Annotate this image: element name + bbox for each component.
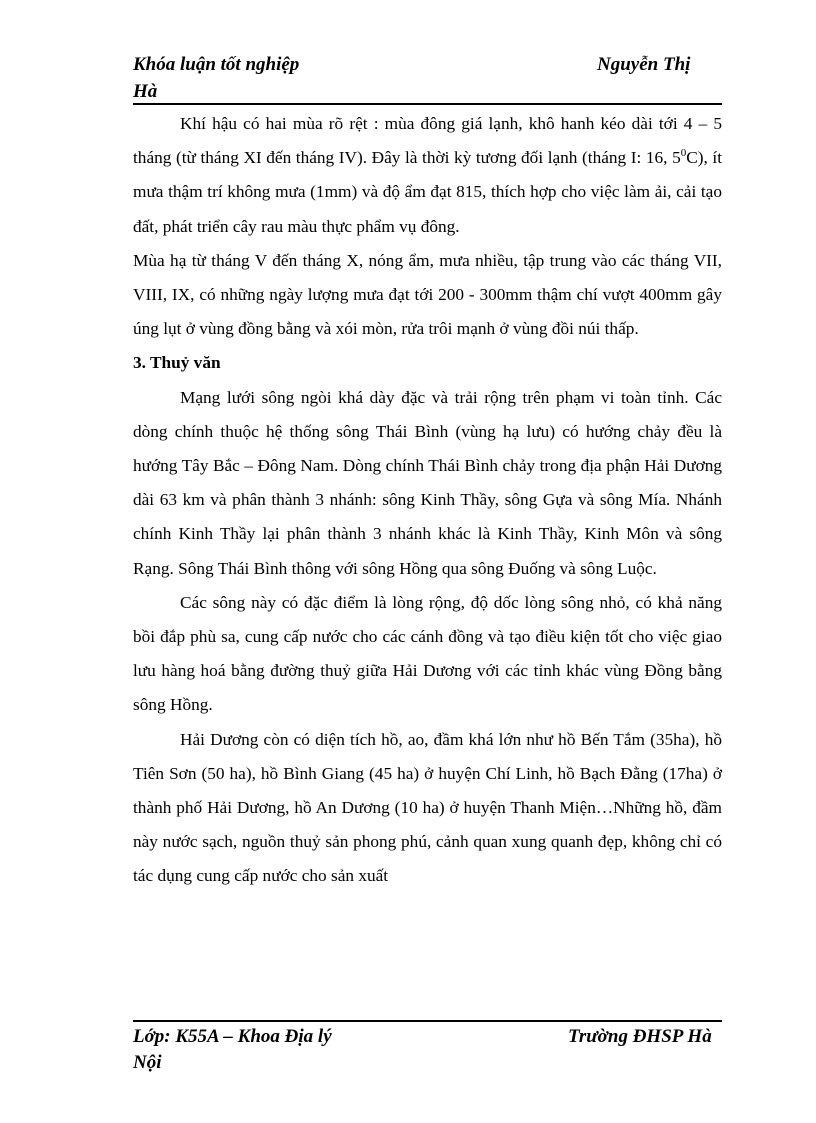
paragraph-river-network: Mạng lưới sông ngòi khá dày đặc và trải rộng trên phạm vi toàn tỉnh. Các dòng chính thuộc hệ thống sông Thái Bình (vùng hạ lưu) có hướng chảy đều là hướng Tây Bắc – Đông Nam. Dòng chính Thái Bình chảy trong địa phận Hải Dương dài 63 km và phân thành 3 nhánh: sông Kinh Thầy, sông Gựa và sông Mía. Nhánh chính Kinh Thầy lại phân thành 3 nhánh khác là Kinh Thầy, Kinh Môn và sông Rạng. Sông Thái Bình thông với sông Hồng qua sông Đuống và sông Luộc. xyxy=(133,387,722,578)
header-thesis-title: Khóa luận tốt nghiệp xyxy=(133,54,300,75)
paragraph-climate-winter xyxy=(133,107,722,244)
footer-divider xyxy=(133,1020,722,1022)
paragraph-lakes: Hải Dương còn có diện tích hồ, ao, đầm khá lớn như hồ Bến Tắm (35ha), hồ Tiên Sơn (50 ha), hồ Bình Giang (45 ha) ở huyện Chí Linh, hồ Bạch Đằng (17ha) ở thành phố Hải Dương, hồ An Dương (10 ha) ở huyện Thanh Miện…Những hồ, đầm này nước sạch, nguồn thuỷ sản phong phú, cảnh quan xung quanh đẹp, không chỉ có tác dụng cung cấp nước cho sản xuất xyxy=(133,729,722,886)
page-body xyxy=(133,107,722,894)
footer-university-name: Trường ĐHSP Hà xyxy=(568,1026,712,1047)
header-author-name: Nguyễn Thị xyxy=(597,54,691,75)
header-author-name-continued: Hà xyxy=(133,81,158,102)
paragraph-climate-winter-part2: C), ít mưa thậm trí không mưa (1mm) và độ ẩm đạt 815, thích hợp cho việc làm ải, cải tạo đất, phát triển cây rau màu thực phẩm vụ đông. xyxy=(133,148,723,236)
paragraph-river-features: Các sông này có đặc điểm là lòng rộng, độ dốc lòng sông nhỏ, có khả năng bồi đắp phù sa, cung cấp nước cho các cánh đồng và tạo điều kiện tốt cho việc giao lưu hàng hoá bằng đường thuỷ giữa Hải Dương với các tỉnh khác vùng Đồng bằng sông Hồng. xyxy=(133,592,722,715)
degree-superscript: 0 xyxy=(680,147,687,160)
paragraph-climate-winter-part1: Khí hậu có hai mùa rõ rệt : mùa đông giá lạnh, khô hanh kéo dài tới 4 – 5 tháng (từ tháng XI đến tháng IV). Đây là thời kỳ tương đối lạnh (tháng I: 16, 5 xyxy=(133,114,722,168)
paragraph-climate-summer: Mùa hạ từ tháng V đến tháng X, nóng ẩm, mưa nhiều, tập trung vào các tháng VII, VIII, IX, có những ngày lượng mưa đạt tới 200 - 300mm thậm chí vượt 400mm gây úng lụt ở vùng đồng bằng và xói mòn, rửa trôi mạnh ở vùng đồi núi thấp. xyxy=(133,250,722,339)
footer-class-info: Lớp: K55A – Khoa Địa lý xyxy=(133,1026,332,1047)
footer-university-name-continued: Nội xyxy=(133,1052,162,1073)
header-divider xyxy=(133,103,722,105)
section-heading-hydrology: 3. Thuỷ văn xyxy=(133,353,221,373)
